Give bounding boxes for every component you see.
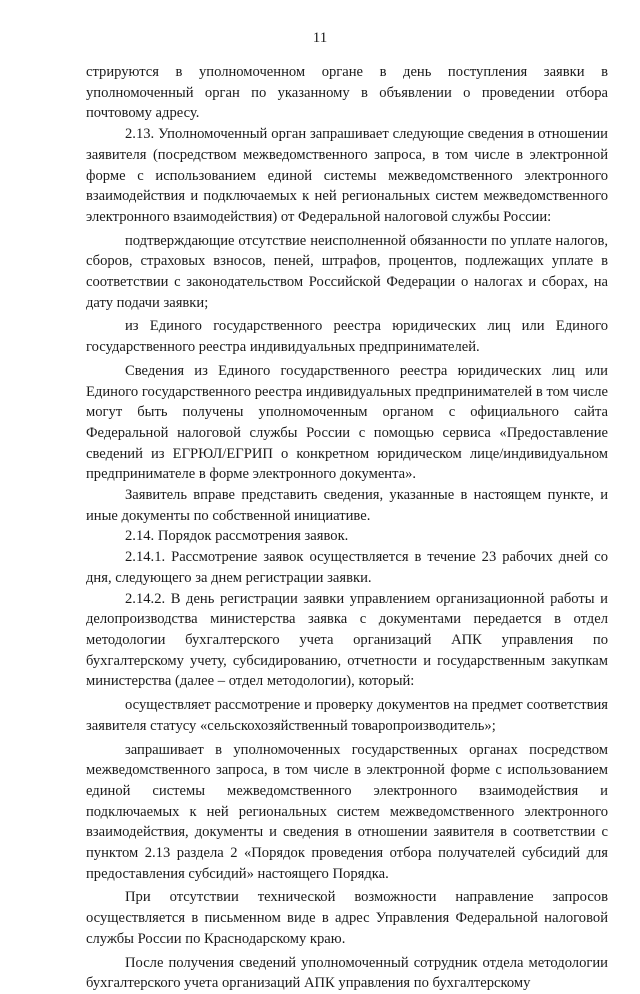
paragraph-2-13: 2.13. Уполномоченный орган запрашивает следующие сведения в отношении заявителя (посредством межведомственного запроса, в том числе в электронной форме с использованием единой системы межведомственного электронного взаимодействия и подключаемых к ней региональных систем межведомственного электронного взаимодействия) от Федеральной налоговой службы России: [86,126,608,225]
paragraph-egrul-extract: из Единого государственного реестра юридических лиц или Единого государственного реестра индивидуальных предпринимателей. [86,318,608,356]
paragraph-document-check: осуществляет рассмотрение и проверку документов на предмет соответствия заявителя статусу «сельскохозяйственный товаропроизводитель»; [86,697,608,734]
paragraph-2-14: 2.14. Порядок рассмотрения заявок. [125,528,349,545]
page-number: 11 [312,30,328,46]
paragraph-continuation: стрируются в уполномоченном органе в день поступления заявки в уполномоченный орган по указанному в объявлении о проведении отбора почтовому адресу. [86,64,608,122]
paragraph-after-receipt: После получения сведений уполномоченный сотрудник отдела методологии бухгалтерского учета организаций АПК управления по бухгалтерскому [86,954,608,992]
paragraph-interagency-request: запрашивает в уполномоченных государственных органах посредством межведомственного запроса, в том числе в электронной форме с использованием единой системы межведомственного электронного взаимодействия и подключаемых к ней региональных систем межведомственного электронного взаимодействия, документы и сведения в отношении заявителя в соответствии с пунктом 2.13 раздела 2 «Порядок проведения отбора получателей субсидий для предоставления субсидий» настоящего Порядка. [86,741,608,882]
paragraph-written-request: При отсутствии технической возможности направление запросов осуществляется в письменном виде в адрес Управления Федеральной налоговой службы России по Краснодарскому краю. [86,889,608,947]
paragraph-egrul-service: Сведения из Единого государственного реестра юридических лиц или Единого государственного реестра индивидуальных предпринимателей в том числе могут быть получены уполномоченным органом с официального сайта Федеральной налоговой службы России с помощью сервиса «Предоставление сведений из ЕГРЮЛ/ЕГРИП о конкретном юридическом лице/индивидуальном предпринимателе в форме электронного документа». [86,362,608,483]
document-body [86,62,608,994]
paragraph-applicant-right: Заявитель вправе представить сведения, указанные в настоящем пункте, и иные документы по собственной инициативе. [86,487,608,524]
paragraph-2-14-2: 2.14.2. В день регистрации заявки управлением организационной работы и делопроизводства министерства заявка с документами передается в отдел методологии бухгалтерского учета организаций АПК управления по бухгалтерскому учету, субсидированию, отчетности и государственным закупкам министерства (далее – отдел методологии), который: [86,590,608,690]
paragraph-2-14-1: 2.14.1. Рассмотрение заявок осуществляется в течение 23 рабочих дней со дня, следующего за днем регистрации заявки. [86,549,608,586]
paragraph-tax-obligations: подтверждающие отсутствие неисполненной обязанности по уплате налогов, сборов, страховых взносов, пеней, штрафов, процентов, подлежащих уплате в соответствии с законодательством Российской Федерации о налогах и сборах, на дату подачи заявки; [86,232,608,311]
